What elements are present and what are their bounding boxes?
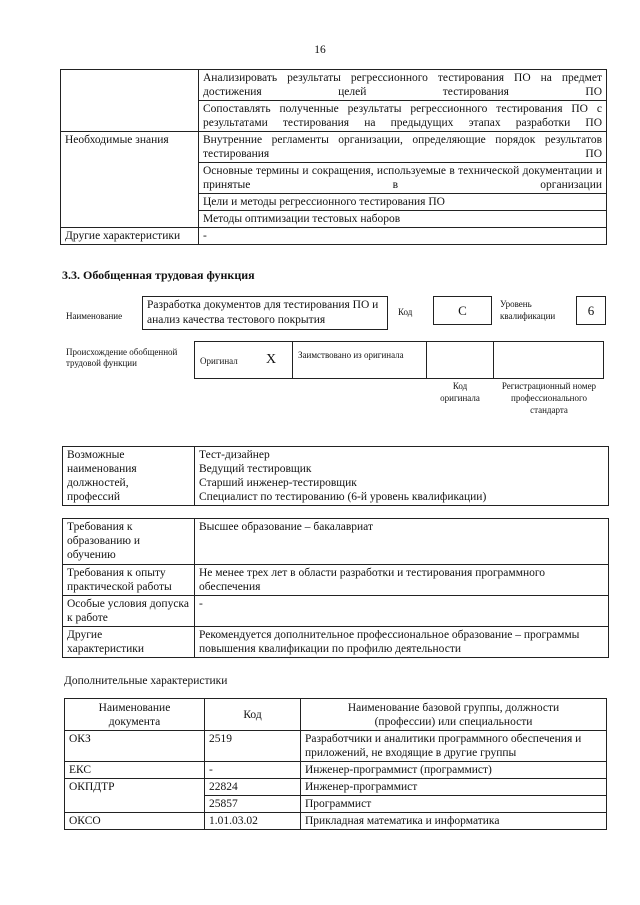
code-cell: - [205, 762, 301, 779]
doc-cell: ОКПДТР [65, 779, 205, 813]
origin-label: Происхождение обобщенной трудовой функции [66, 347, 178, 368]
requirement-text: Рекомендуется дополнительное профессиональное образование – программы повышения квалификации по профилю деятельности [195, 627, 609, 658]
level-label: Уровень квалификации [500, 299, 556, 321]
level-value: 6 [587, 303, 595, 318]
name-cell: Инженер-программист [301, 779, 607, 796]
requirement-label: Требования к образованию и обучению [63, 519, 195, 565]
requirement-text: Высшее образование – бакалавриат [195, 519, 609, 565]
positions-list [195, 447, 609, 506]
page-number: 16 [314, 44, 326, 56]
table-row [63, 627, 609, 658]
doc-cell: ЕКС [65, 762, 205, 779]
row-label: Другие характеристики [61, 228, 199, 245]
positions-table [62, 446, 609, 506]
registration-number-caption: Регистрационный номер профессионального стандарта [501, 381, 597, 415]
table-header-row [65, 699, 607, 731]
code-cell: 25857 [205, 796, 301, 813]
row-label [61, 70, 199, 132]
code-label: Код [398, 307, 413, 317]
code-cell: 1.01.03.02 [205, 813, 301, 830]
row-text: Методы оптимизации тестовых наборов [199, 211, 607, 228]
original-mark: X [266, 352, 277, 367]
function-name-value: Разработка документов для тестирования ПО и анализ качества тестового покрытия [147, 299, 379, 326]
section-title: 3.3. Обобщенная трудовая функция [62, 268, 255, 282]
table-row [63, 565, 609, 596]
requirements-table [62, 518, 609, 658]
requirement-label: Особые условия допуска к работе [63, 596, 195, 627]
doc-cell: ОКЗ [65, 731, 205, 762]
original-label: Оригинал [200, 356, 238, 366]
code-box [433, 296, 492, 325]
row-text: Цели и методы регрессионного тестирования ПО [199, 194, 607, 211]
code-cell: 22824 [205, 779, 301, 796]
origin-divider-1 [292, 341, 293, 379]
additional-table [64, 698, 607, 830]
name-cell: Инженер-программист (программист) [301, 762, 607, 779]
row-text: Внутренние регламенты организации, определяющие порядок результатов тестирования ПО [199, 132, 607, 163]
requirement-label: Другие характеристики [63, 627, 195, 658]
name-cell: Прикладная математика и информатика [301, 813, 607, 830]
header-doc: Наименование документа [65, 699, 205, 731]
additional-title: Дополнительные характеристики [64, 675, 228, 687]
level-box [576, 296, 606, 325]
table-row [63, 447, 609, 506]
requirement-text: - [195, 596, 609, 627]
table-row [61, 132, 607, 163]
name-cell: Программист [301, 796, 607, 813]
row-text: - [199, 228, 607, 245]
name-label: Наименование [66, 311, 123, 321]
list-item: Тест-дизайнер [199, 449, 270, 461]
table-row [61, 70, 607, 101]
list-item: Ведущий тестировщик [199, 463, 312, 475]
row-text: Основные термины и сокращения, используемые в технической документации и принятые в организации [199, 163, 607, 194]
table-row [63, 596, 609, 627]
requirement-label: Требования к опыту практической работы [63, 565, 195, 596]
origin-divider-2 [426, 341, 427, 379]
skills-knowledge-table [60, 69, 607, 245]
row-text: Анализировать результаты регрессионного тестирования ПО на предмет достижения целей тестирования ПО [199, 70, 607, 101]
row-text: Сопоставлять полученные результаты регрессионного тестирования ПО с результатами тестирования на предыдущих этапах разработки ПО [199, 101, 607, 132]
origin-divider-3 [493, 341, 494, 379]
header-code: Код [205, 699, 301, 731]
function-name-box [142, 296, 388, 330]
code-value: C [458, 303, 467, 318]
table-row [65, 762, 607, 779]
list-item: Специалист по тестированию (6-й уровень квалификации) [199, 491, 487, 503]
table-row [63, 519, 609, 565]
requirement-text: Не менее трех лет в области разработки и тестирования программного обеспечения [195, 565, 609, 596]
doc-cell: ОКСО [65, 813, 205, 830]
row-label: Необходимые знания [61, 132, 199, 228]
table-row [65, 779, 607, 796]
table-row [61, 228, 607, 245]
name-cell: Разработчики и аналитики программного обеспечения и приложений, не входящие в другие группы [301, 731, 607, 762]
table-row [65, 731, 607, 762]
code-original-caption: Код оригинала [440, 381, 480, 403]
table-row [65, 813, 607, 830]
borrowed-label: Заимствовано из оригинала [298, 350, 404, 360]
code-cell: 2519 [205, 731, 301, 762]
positions-label: Возможные наименования должностей, профессий [63, 447, 195, 506]
list-item: Старший инженер-тестировщик [199, 477, 357, 489]
header-name: Наименование базовой группы, должности (профессии) или специальности [301, 699, 607, 731]
